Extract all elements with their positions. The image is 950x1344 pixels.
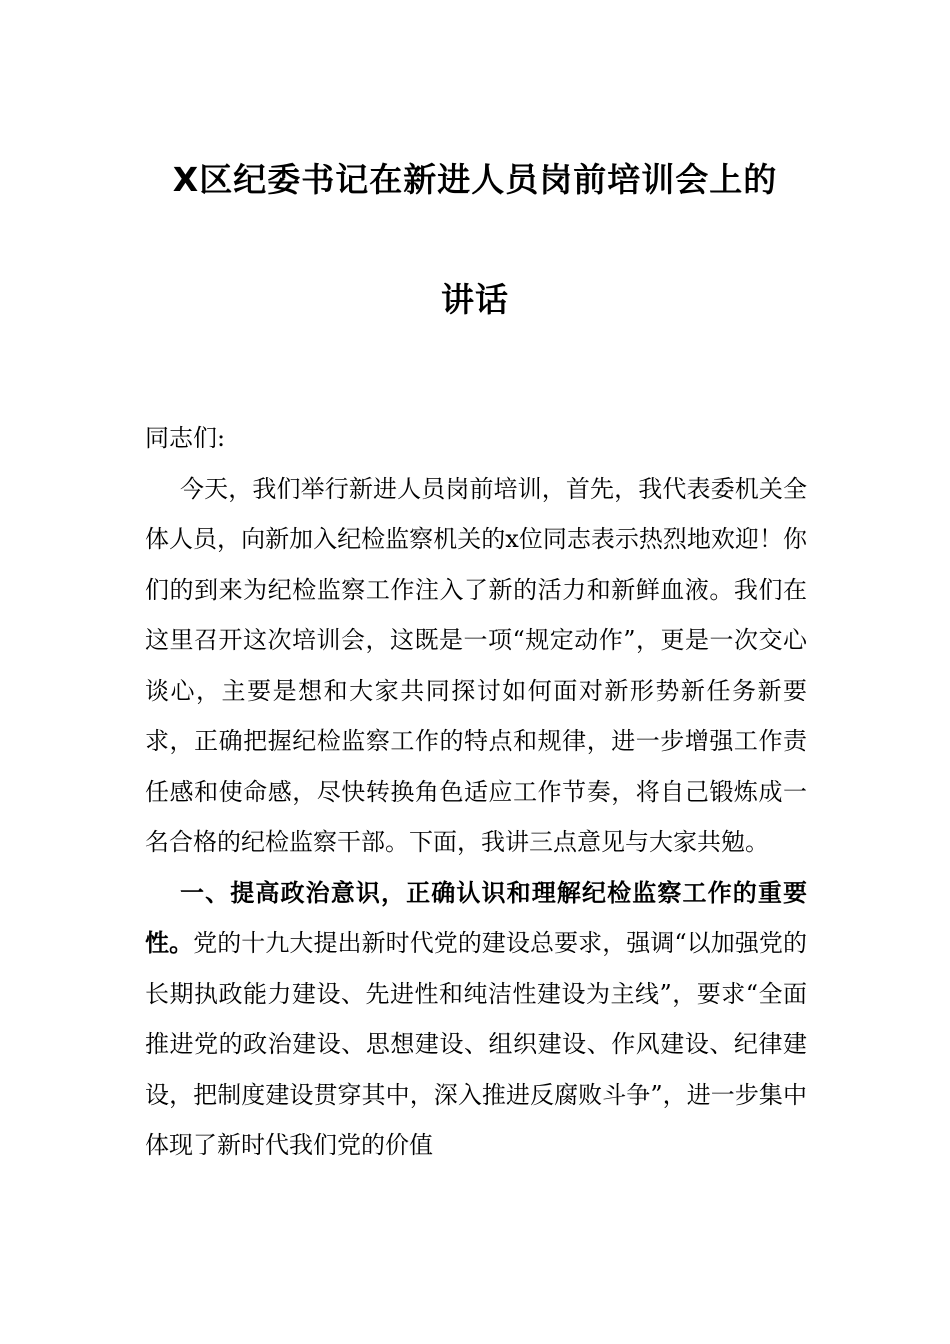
document-body [145,413,807,1171]
section-1-heading: 一、提高政治意识，正确认识和理解纪检监察工作的重要性。 [145,878,807,957]
salutation: 同志们: [145,424,226,452]
section-1-text: 党的十九大提出新时代党的建设总要求，强调“以加强党的长期执政能力建设、先进性和纯洁性建设为主线”，要求“全面推进党的政治建设、思想建设、组织建设、作风建设、纪律建设，把制度建设贯穿其中，深入推进反腐败斗争”，进一步集中体现了新时代我们党的价值 [145,929,807,1159]
paragraph-section-1 [145,868,807,1171]
document-title-line-1: X区纪委书记在新进人员岗前培训会上的 [172,160,778,199]
paragraph-intro: 今天，我们举行新进人员岗前培训，首先，我代表委机关全体人员，向新加入纪检监察机关的x位同志表示热烈地欢迎！你们的到来为纪检监察工作注入了新的活力和新鲜血液。我们在这里召开这次培训会，这既是一项“规定动作”，更是一次交心谈心，主要是想和大家共同探讨如何面对新形势新任务新要求，正确把握纪检监察工作的特点和规律，进一步增强工作责任感和使命感，尽快转换角色适应工作节奏，将自己锻炼成一名合格的纪检监察干部。下面，我讲三点意见与大家共勉。 [145,474,807,856]
document-title-line-2: 讲话 [441,280,509,319]
